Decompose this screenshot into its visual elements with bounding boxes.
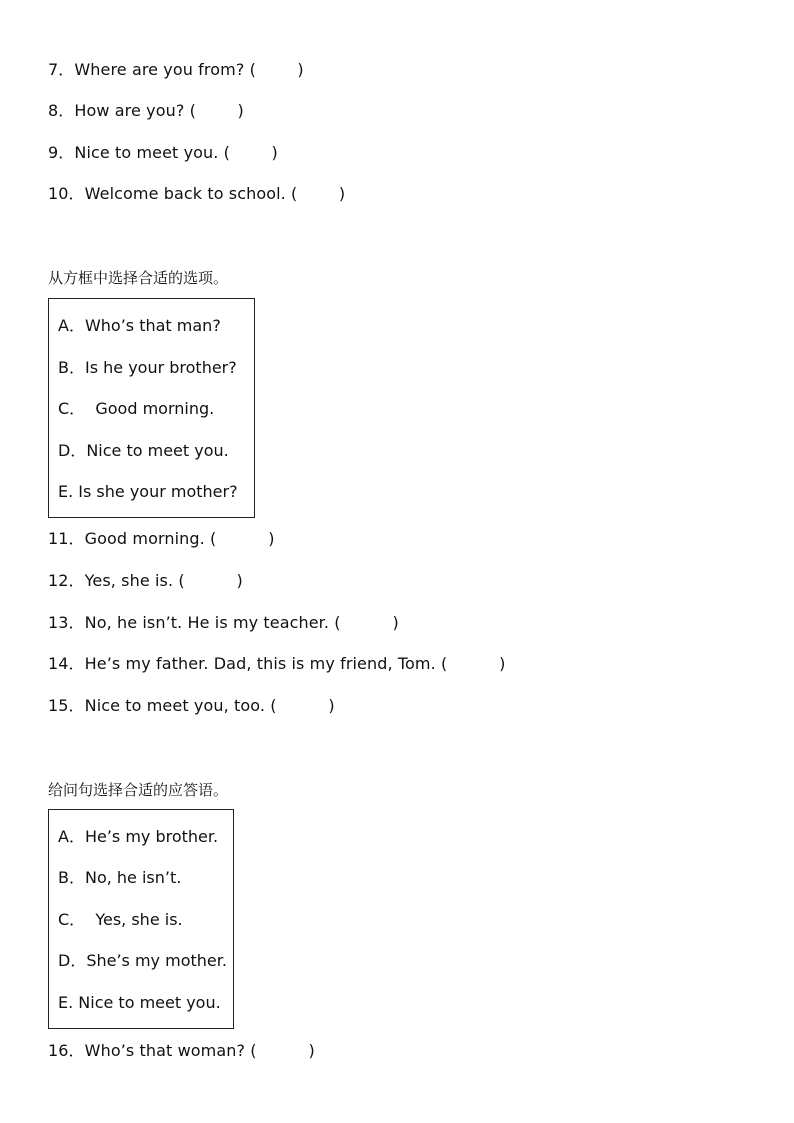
option-b: B．No, he isn’t. (58, 868, 182, 887)
question-12: 12．Yes, she is. ( ) (48, 571, 243, 590)
options-box-2 (48, 809, 234, 1029)
section-heading-choose-options: 从方框中选择合适的选项。 (48, 269, 229, 287)
option-e: E. Nice to meet you. (58, 993, 221, 1012)
question-10: 10．Welcome back to school. ( ) (48, 184, 346, 203)
option-c: C． Yes, she is. (58, 910, 183, 929)
question-15: 15．Nice to meet you, too. ( ) (48, 696, 335, 715)
question-11: 11．Good morning. ( ) (48, 529, 275, 548)
question-13: 13．No, he isn’t. He is my teacher. ( ) (48, 613, 399, 632)
option-d: D．Nice to meet you. (58, 441, 229, 460)
option-e: E. Is she your mother? (58, 482, 238, 501)
question-8: 8．How are you? ( ) (48, 101, 244, 120)
section-heading-choose-answers: 给问句选择合适的应答语。 (48, 781, 229, 799)
options-box-1 (48, 298, 255, 518)
question-7: 7．Where are you from? ( ) (48, 60, 304, 79)
question-14: 14．He’s my father. Dad, this is my friend, Tom. ( ) (48, 654, 506, 673)
question-16: 16．Who’s that woman? ( ) (48, 1041, 315, 1060)
question-9: 9．Nice to meet you. ( ) (48, 143, 278, 162)
option-a: A．He’s my brother. (58, 827, 219, 846)
option-d: D．She’s my mother. (58, 951, 227, 970)
option-a: A．Who’s that man? (58, 316, 221, 335)
option-b: B．Is he your brother? (58, 358, 237, 377)
option-c: C． Good morning. (58, 399, 215, 418)
